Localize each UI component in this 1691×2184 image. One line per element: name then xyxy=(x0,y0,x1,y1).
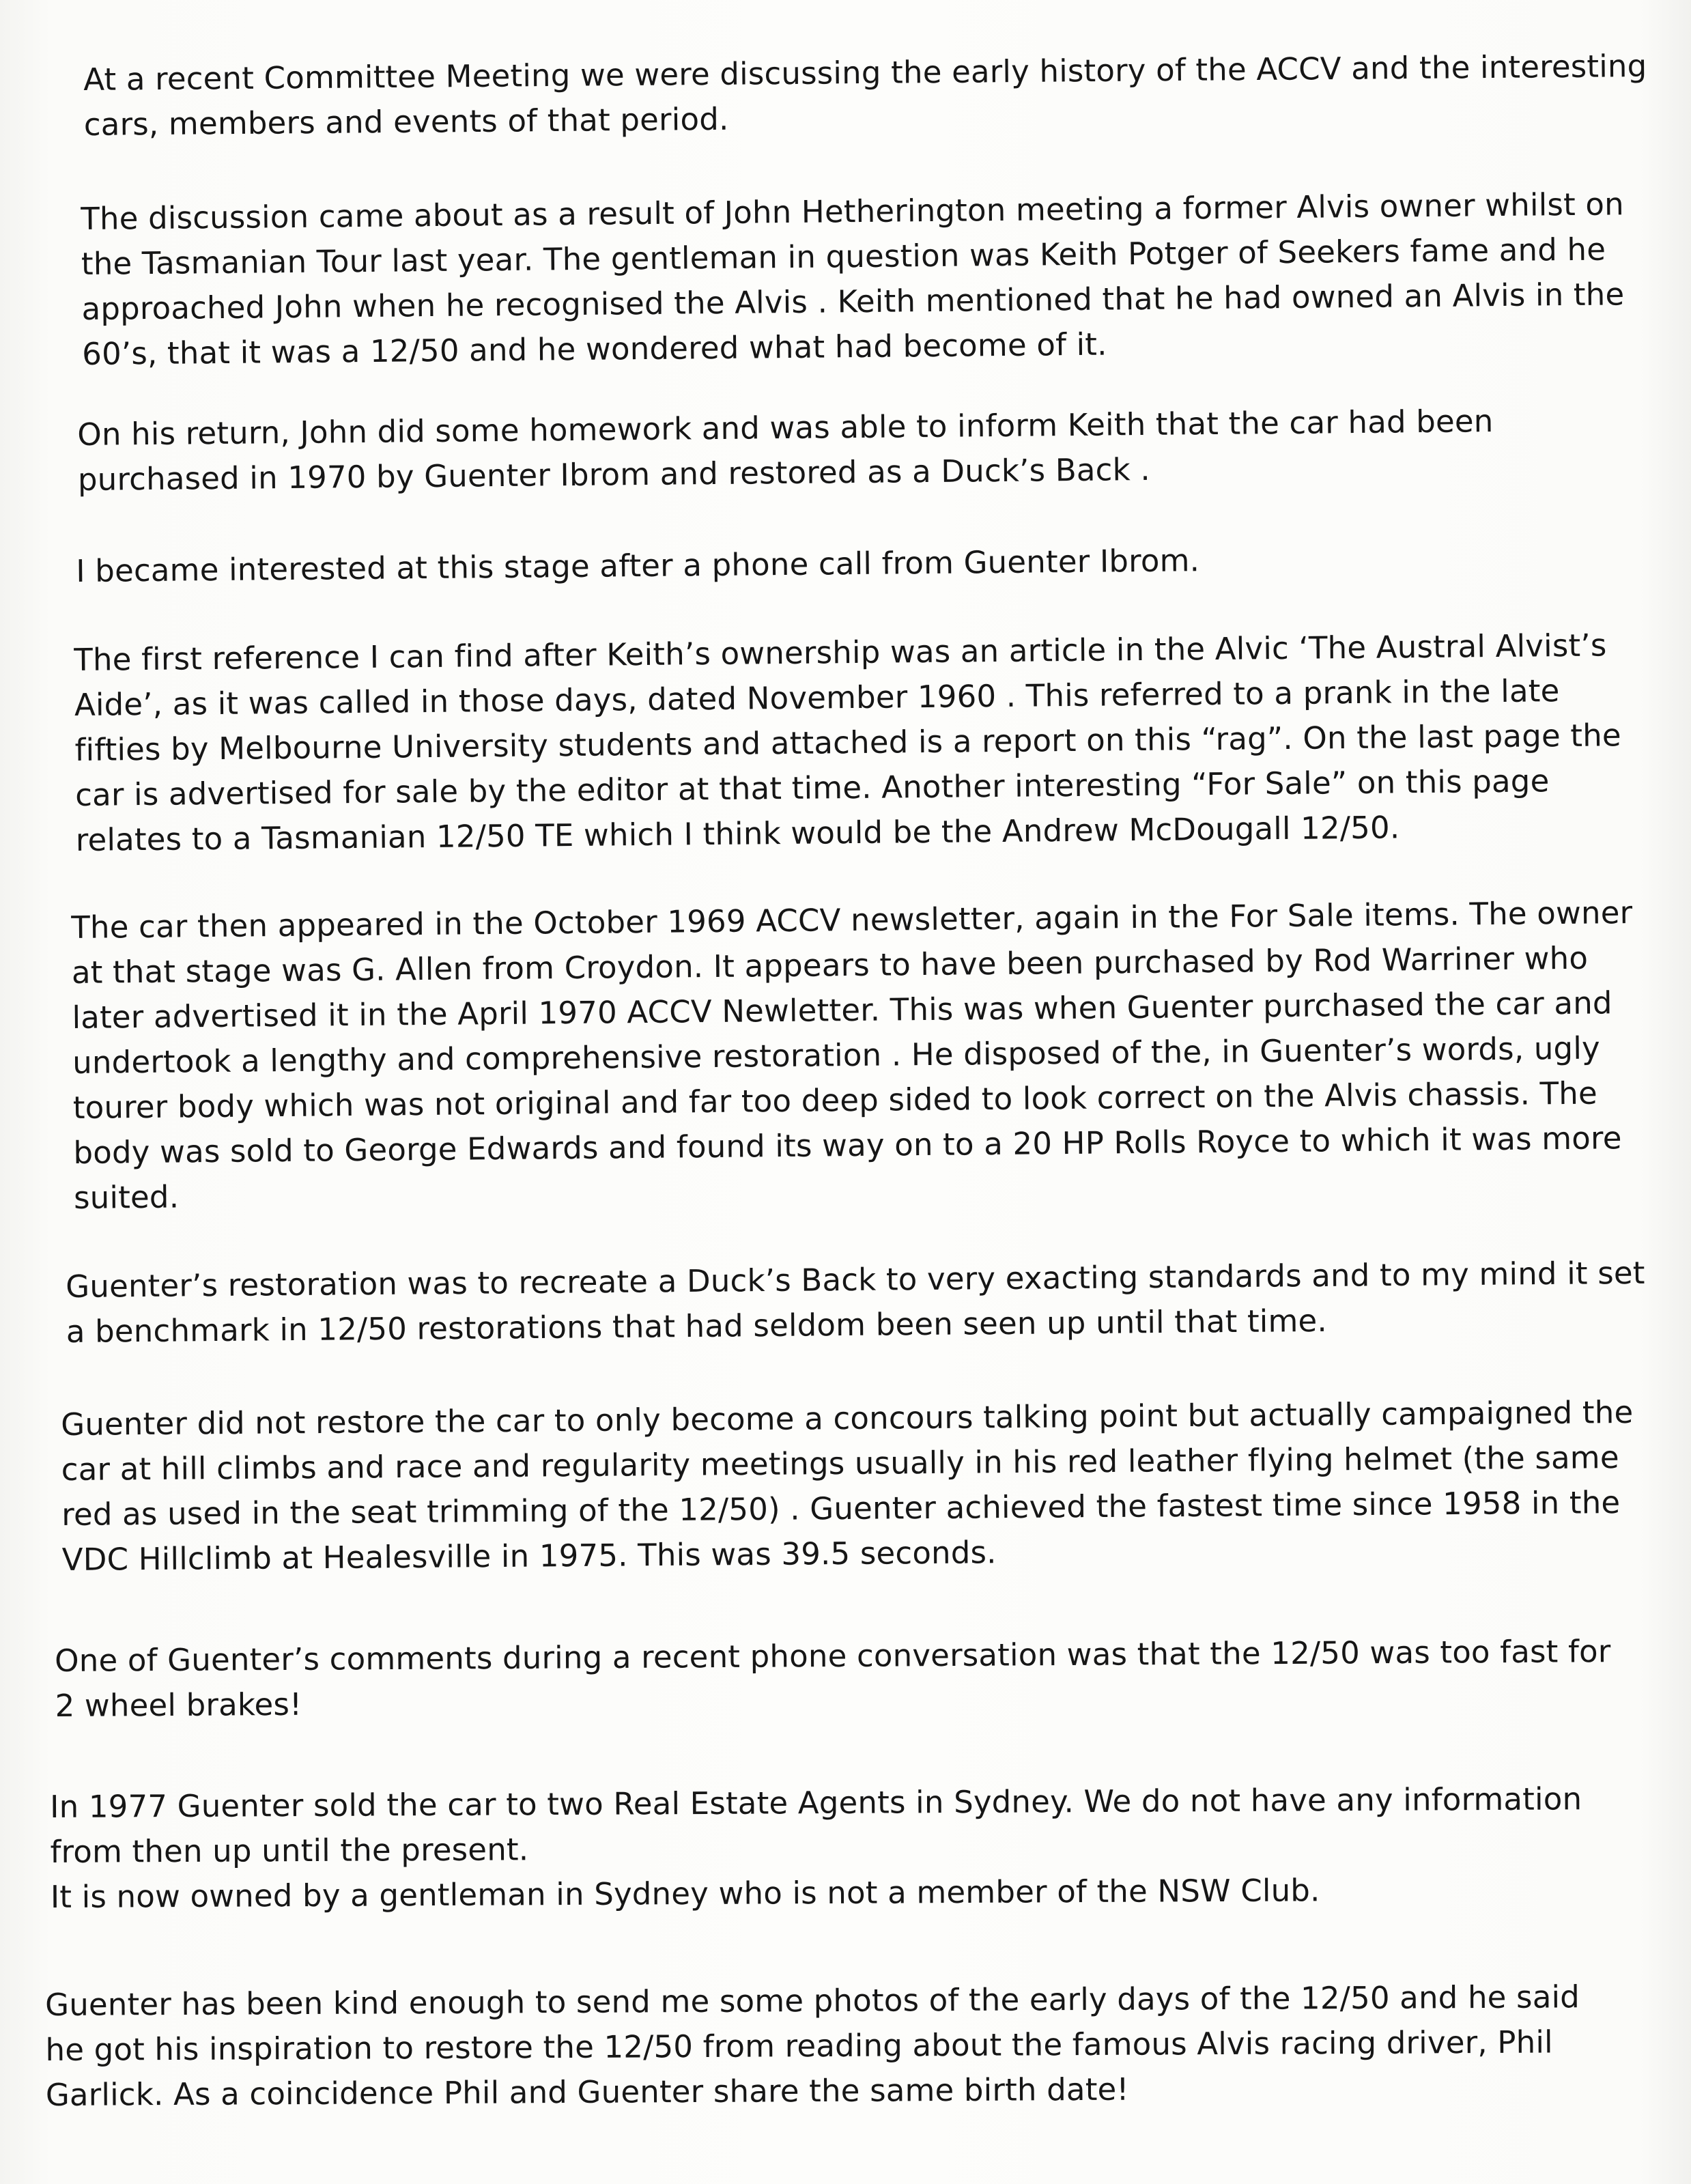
text-line: suited. xyxy=(73,1178,180,1216)
text-line: at that stage was G. Allen from Croydon. It appears to have been purchased by Rod Warriner who xyxy=(71,939,1589,991)
text-line: relates to a Tasmanian 12/50 TE which I think would be the Andrew McDougall 12/50. xyxy=(75,809,1400,858)
text-line: One of Guenter’s comments during a recent phone conversation was that the 12/50 was too fast for xyxy=(55,1633,1611,1679)
text-line: Aide’, as it was called in those days, dated November 1960 . This referred to a prank in the late xyxy=(74,672,1560,723)
paragraph-11 xyxy=(45,1974,1580,2118)
text-line: fifties by Melbourne University students and attached is a report on this “rag”. On the last page the xyxy=(74,717,1622,768)
paragraph-5 xyxy=(74,623,1622,863)
text-line: I became interested at this stage after a phone call from Guenter Ibrom. xyxy=(76,542,1200,589)
text-line: cars, members and events of that period. xyxy=(83,100,729,143)
text-line: body was sold to George Edwards and found its way on to a 20 HP Rolls Royce to which it was more xyxy=(73,1120,1622,1171)
text-line: Guenter did not restore the car to only become a concours talking point but actually campaigned the xyxy=(61,1393,1634,1443)
text-line: undertook a lengthy and comprehensive restoration . He disposed of the, in Guenter’s words, ugly xyxy=(72,1030,1601,1081)
text-line: Garlick. As a coincidence Phil and Guenter share the same birth date! xyxy=(45,2071,1129,2113)
paragraph-8 xyxy=(61,1390,1634,1583)
text-line: a benchmark in 12/50 restorations that had seldom been seen up until that time. xyxy=(66,1302,1328,1350)
paragraph-9 xyxy=(55,1629,1611,1729)
text-line: he got his inspiration to restore the 12/50 from reading about the famous Alvis racing driver, Phil xyxy=(45,2024,1553,2068)
text-line: In 1977 Guenter sold the car to two Real Estate Agents in Sydney. We do not have any information xyxy=(50,1781,1582,1825)
text-line: from then up until the present. xyxy=(50,1831,529,1870)
text-line: It is now owned by a gentleman in Sydney who is not a member of the NSW Club. xyxy=(50,1872,1320,1915)
text-line: car at hill climbs and race and regularity meetings usually in his red leather flying helmet (the same xyxy=(61,1439,1619,1488)
text-line: On his return, John did some homework and was able to inform Keith that the car had been xyxy=(77,403,1494,453)
paragraph-10 xyxy=(50,1776,1582,1920)
paragraph-6 xyxy=(71,890,1635,1221)
paragraph-1 xyxy=(83,44,1647,147)
paragraph-3 xyxy=(77,399,1494,502)
text-line: The car then appeared in the October 1969 ACCV newsletter, again in the For Sale items. The owner xyxy=(71,894,1633,946)
text-line: the Tasmanian Tour last year. The gentleman in question was Keith Potger of Seekers fame and he xyxy=(81,231,1606,282)
paragraph-4 xyxy=(76,538,1199,594)
text-line: The first reference I can find after Keith’s ownership was an article in the Alvic ‘The Austral Alvist’s xyxy=(74,627,1607,678)
text-line: 2 wheel brakes! xyxy=(55,1686,302,1724)
paragraph-7 xyxy=(66,1251,1645,1355)
text-line: 60’s, that it was a 12/50 and he wondered what had become of it. xyxy=(81,326,1107,372)
text-line: later advertised it in the April 1970 ACCV Newletter. This was when Guenter purchased the car and xyxy=(72,984,1612,1036)
text-line: approached John when he recognised the Alvis . Keith mentioned that he had owned an Alvis in the xyxy=(81,276,1625,327)
text-line: purchased in 1970 by Guenter Ibrom and restored as a Duck’s Back . xyxy=(77,451,1151,498)
text-line: tourer body which was not original and far too deep sided to look correct on the Alvis chassis. The xyxy=(72,1075,1598,1126)
text-line: Guenter has been kind enough to send me some photos of the early days of the 12/50 and he said xyxy=(45,1979,1580,2023)
text-line: car is advertised for sale by the editor at that time. Another interesting “For Sale” on this page xyxy=(74,763,1550,813)
text-line: red as used in the seat trimming of the 12/50) . Guenter achieved the fastest time since 1958 in the xyxy=(61,1484,1621,1533)
text-line: Guenter’s restoration was to recreate a Duck’s Back to very exacting standards and to my mind it set xyxy=(66,1254,1645,1305)
text-line: At a recent Committee Meeting we were discussing the early history of the ACCV and the interesting xyxy=(83,48,1647,98)
text-line: The discussion came about as a result of John Hetherington meeting a former Alvis owner whilst on xyxy=(81,186,1625,237)
paragraph-2 xyxy=(81,182,1625,377)
text-line: VDC Hillclimb at Healesville in 1975. This was 39.5 seconds. xyxy=(61,1534,997,1578)
